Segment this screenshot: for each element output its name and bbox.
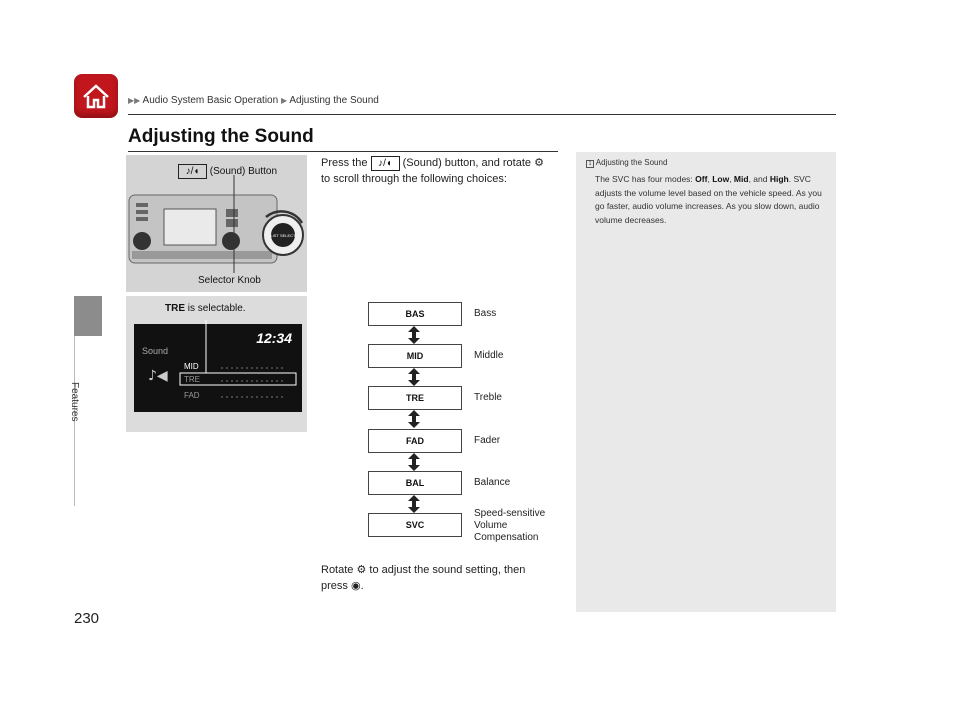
double-arrow-icon bbox=[405, 409, 423, 429]
sound-button-icon: ♪/◖ bbox=[178, 164, 207, 179]
screen-clock: 12:34 bbox=[256, 330, 292, 346]
choice-box: BAS bbox=[368, 302, 462, 326]
breadcrumb-item[interactable]: Audio System Basic Operation bbox=[142, 95, 279, 106]
double-arrow-icon bbox=[405, 325, 423, 345]
screen-row: MID bbox=[184, 362, 199, 371]
note-text: The SVC has four modes: Off, Low, Mid, and High. SVC adjusts the volume level based on the vehicle speed. As you go faster, audio volume increases. As you slow down, audio volume decreases. bbox=[595, 174, 822, 225]
svg-text:♪◀: ♪◀ bbox=[148, 368, 168, 384]
choice-box: BAL bbox=[368, 471, 462, 495]
selector-knob-icon: ⚙ bbox=[534, 157, 544, 169]
choice-label: Middle bbox=[474, 350, 504, 361]
breadcrumb-item[interactable]: Adjusting the Sound bbox=[289, 95, 379, 106]
breadcrumb-arrow-icon: ▶ bbox=[280, 96, 288, 105]
title-rule bbox=[128, 151, 558, 152]
screen-row: TRE bbox=[184, 375, 200, 384]
choice-label: Speed-sensitive Volume Compensation bbox=[474, 508, 546, 543]
note-heading: 1 Adjusting the Sound bbox=[586, 158, 667, 168]
sound-button-label: ♪/◖ (Sound) Button bbox=[178, 164, 277, 179]
selector-knob-label: Selector Knob bbox=[198, 275, 261, 286]
home-icon[interactable] bbox=[74, 74, 118, 118]
choice-box: MID bbox=[368, 344, 462, 368]
double-arrow-icon bbox=[405, 494, 423, 514]
note-marker-icon: 1 bbox=[586, 160, 594, 168]
tre-selectable-label: TRE is selectable. bbox=[165, 303, 246, 314]
double-arrow-icon bbox=[405, 367, 423, 387]
sound-screen-figure bbox=[126, 296, 307, 432]
header-rule bbox=[128, 114, 836, 115]
screen-row: FAD bbox=[184, 391, 200, 400]
intro-text: Press the ♪/◖ (Sound) button, and rotate ⚙ to scroll through the following choices: bbox=[321, 157, 544, 185]
breadcrumb-arrow-icon: ▶▶ bbox=[128, 96, 141, 105]
choice-label: Balance bbox=[474, 477, 511, 488]
choice-box: SVC bbox=[368, 513, 462, 537]
page-number: 230 bbox=[74, 610, 100, 627]
section-label: Features bbox=[69, 382, 80, 422]
section-tab bbox=[74, 296, 102, 336]
page-title: Adjusting the Sound bbox=[128, 126, 314, 147]
choice-label: Treble bbox=[474, 392, 502, 403]
selector-knob-icon: ⚙ bbox=[356, 564, 367, 576]
choice-label: Bass bbox=[474, 308, 497, 319]
choice-box: TRE bbox=[368, 386, 462, 410]
press-knob-icon: ◉ bbox=[350, 580, 361, 592]
sound-button-icon: ♪/◖ bbox=[371, 156, 400, 171]
outro-text: Rotate ⚙ to adjust the sound setting, then press ◉. bbox=[321, 564, 526, 592]
screen-title: Sound bbox=[142, 346, 169, 356]
double-arrow-icon bbox=[405, 452, 423, 472]
svg-text:LIST SELECT: LIST SELECT bbox=[270, 233, 296, 238]
choice-box: FAD bbox=[368, 429, 462, 453]
choice-label: Fader bbox=[474, 435, 501, 446]
breadcrumb bbox=[128, 95, 379, 106]
